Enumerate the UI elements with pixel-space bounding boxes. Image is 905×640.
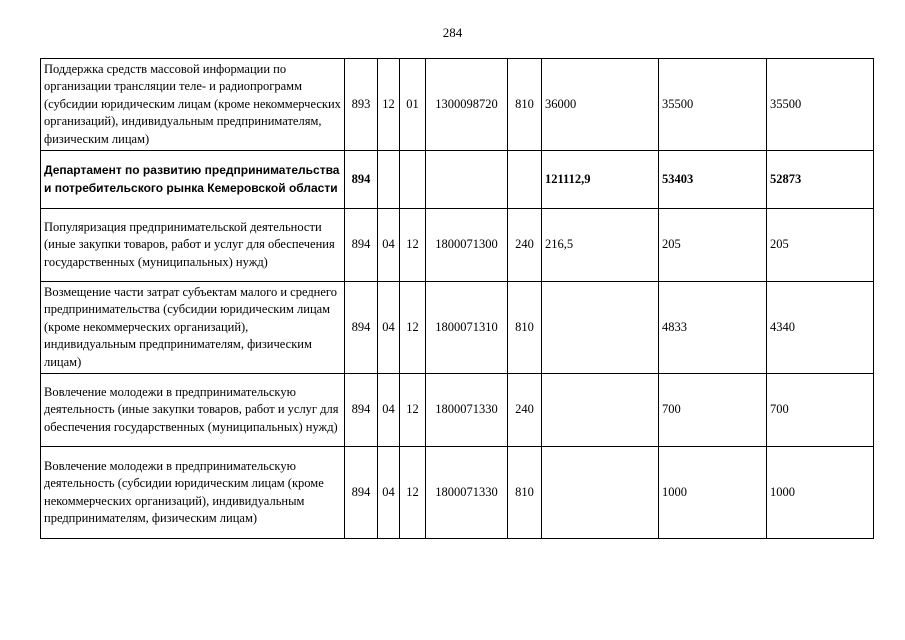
section-code: 04 (378, 374, 400, 447)
amount-year-3: 205 (767, 209, 874, 282)
table-row (41, 374, 874, 447)
ministry-code: 894 (345, 374, 378, 447)
amount-year-3: 52873 (767, 151, 874, 209)
budget-table (40, 58, 874, 539)
row-description: Возмещение части затрат субъектам малого и среднего предпринимательства (субсидии юридическим лицам (кроме некоммерческих организаций), индивидуальным предпринимателям, физическим лицам) (41, 282, 345, 374)
target-article-code: 1800071310 (426, 282, 508, 374)
amount-year-2: 35500 (659, 59, 767, 151)
expense-type-code (508, 151, 542, 209)
ministry-code: 894 (345, 447, 378, 539)
ministry-code: 894 (345, 151, 378, 209)
amount-year-2: 1000 (659, 447, 767, 539)
amount-year-3: 4340 (767, 282, 874, 374)
ministry-code: 893 (345, 59, 378, 151)
target-article-code: 1800071330 (426, 374, 508, 447)
row-description: Популяризация предпринимательской деятельности (иные закупки товаров, работ и услуг для обеспечения государственных (муниципальных) нужд) (41, 209, 345, 282)
row-description: Департамент по развитию предпринимательства и потребительского рынка Кемеровской области (41, 151, 345, 209)
table-row (41, 282, 874, 374)
amount-year-2: 205 (659, 209, 767, 282)
amount-year-1 (542, 447, 659, 539)
section-code: 04 (378, 282, 400, 374)
row-description: Поддержка средств массовой информации по организации трансляции теле- и радиопрограмм (субсидии юридическим лицам (кроме некоммерческих организаций), индивидуальным предпринимателям, физическим лицам) (41, 59, 345, 151)
target-article-code: 1800071300 (426, 209, 508, 282)
subsection-code: 12 (400, 282, 426, 374)
amount-year-1: 36000 (542, 59, 659, 151)
page-number: 284 (442, 25, 463, 40)
subsection-code: 12 (400, 374, 426, 447)
table-row (41, 447, 874, 539)
amount-year-1 (542, 282, 659, 374)
amount-year-2: 4833 (659, 282, 767, 374)
expense-type-code: 810 (508, 447, 542, 539)
section-code (378, 151, 400, 209)
table-row (41, 59, 874, 151)
amount-year-2: 53403 (659, 151, 767, 209)
subsection-code: 12 (400, 447, 426, 539)
amount-year-1: 216,5 (542, 209, 659, 282)
expense-type-code: 240 (508, 374, 542, 447)
expense-type-code: 240 (508, 209, 542, 282)
section-code: 04 (378, 209, 400, 282)
amount-year-3: 1000 (767, 447, 874, 539)
row-description: Вовлечение молодежи в предпринимательскую деятельность (субсидии юридическим лицам (кроме некоммерческих организаций), индивидуальным предпринимателям, физическим лицам) (41, 447, 345, 539)
target-article-code: 1300098720 (426, 59, 508, 151)
subsection-code (400, 151, 426, 209)
amount-year-1: 121112,9 (542, 151, 659, 209)
subsection-code: 12 (400, 209, 426, 282)
amount-year-1 (542, 374, 659, 447)
table-row (41, 209, 874, 282)
table-row (41, 151, 874, 209)
ministry-code: 894 (345, 282, 378, 374)
section-code: 12 (378, 59, 400, 151)
ministry-code: 894 (345, 209, 378, 282)
section-code: 04 (378, 447, 400, 539)
expense-type-code: 810 (508, 59, 542, 151)
row-description: Вовлечение молодежи в предпринимательскую деятельность (иные закупки товаров, работ и услуг для обеспечения государственных (муниципальных) нужд) (41, 374, 345, 447)
amount-year-3: 700 (767, 374, 874, 447)
expense-type-code: 810 (508, 282, 542, 374)
target-article-code (426, 151, 508, 209)
amount-year-2: 700 (659, 374, 767, 447)
amount-year-3: 35500 (767, 59, 874, 151)
target-article-code: 1800071330 (426, 447, 508, 539)
subsection-code: 01 (400, 59, 426, 151)
